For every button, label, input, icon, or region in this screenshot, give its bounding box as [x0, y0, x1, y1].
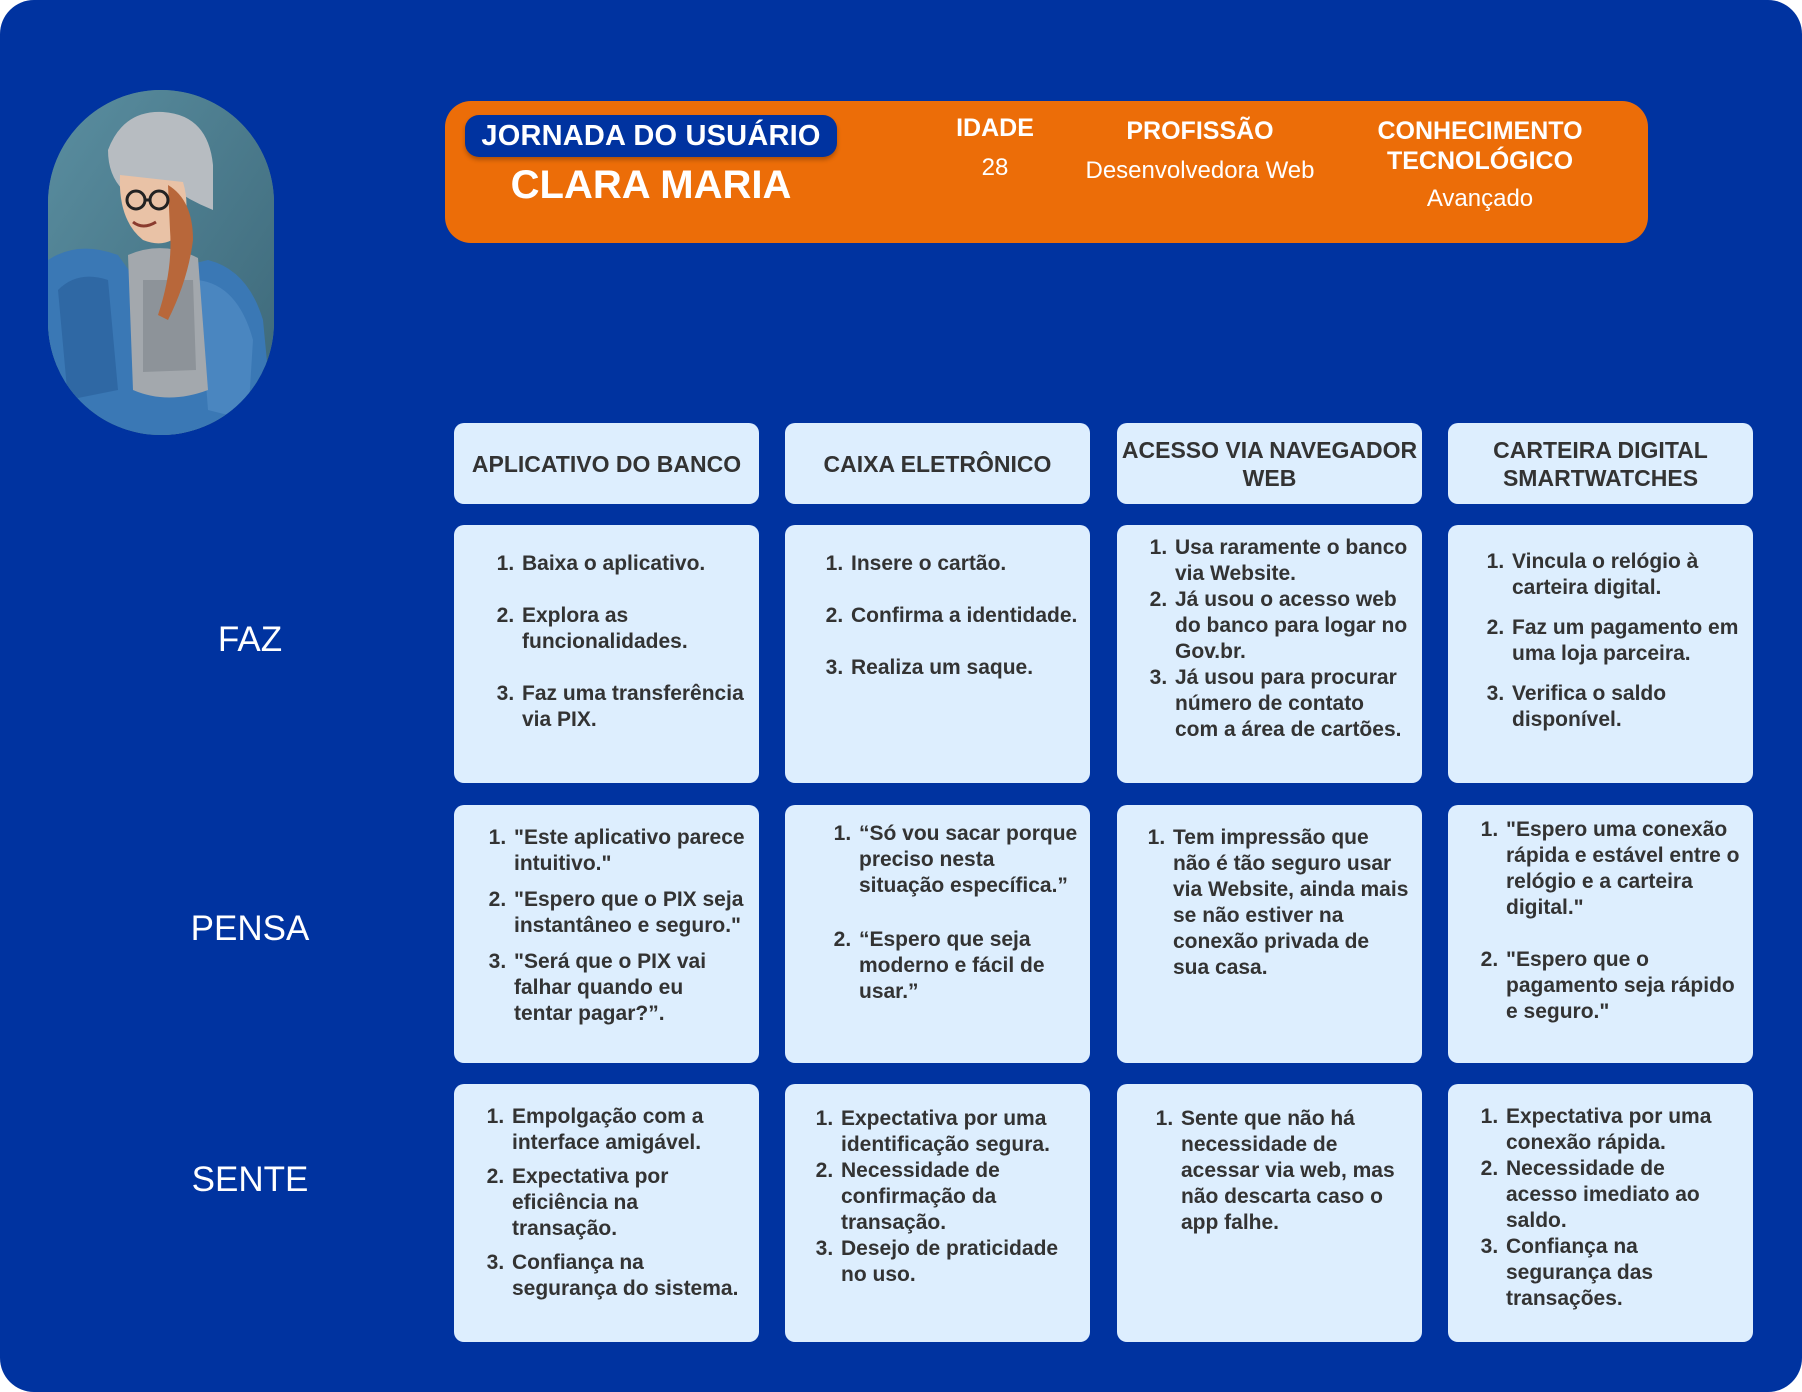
list-item: 2. Já usou o acesso web do banco para logar no Gov.br.	[1173, 587, 1410, 665]
card-faz-smartwatch	[1448, 525, 1753, 783]
list-item: 2. Confirma a identidade.	[849, 603, 1078, 629]
age-label: IDADE	[956, 114, 1034, 142]
list-item: 1. Vincula o relógio à carteira digital.	[1510, 549, 1741, 601]
card-list	[1147, 535, 1410, 743]
card-list	[494, 551, 747, 733]
list-item: 3. Confiança na segurança das transações.	[1504, 1234, 1741, 1312]
persona-name: CLARA MARIA	[510, 163, 792, 207]
card-pensa-navegador	[1117, 805, 1422, 1063]
card-list	[486, 825, 747, 1027]
card-list	[813, 1106, 1078, 1288]
column-header-banco: APLICATIVO DO BANCO	[454, 423, 759, 504]
row-label-faz: FAZ	[217, 620, 283, 659]
persona-header	[445, 101, 1648, 243]
tech-knowledge-field	[1325, 116, 1635, 214]
profession-value: Desenvolvedora Web	[1085, 157, 1315, 184]
tech-knowledge-value: Avançado	[1426, 185, 1534, 212]
journey-title-badge: JORNADA DO USUÁRIO	[465, 115, 837, 157]
profession-field	[1085, 116, 1315, 186]
list-item: 3. Confiança na segurança do sistema.	[510, 1250, 747, 1302]
list-item: 1. Insere o cartão.	[849, 551, 1078, 577]
card-list	[1153, 1106, 1410, 1236]
card-pensa-smartwatch	[1448, 805, 1753, 1063]
list-item: 2. Explora as funcionalidades.	[520, 603, 747, 655]
row-label-pensa: PENSA	[190, 909, 310, 948]
card-sente-banco	[454, 1084, 759, 1342]
list-item: 1. Expectativa por uma identificação segura.	[839, 1106, 1078, 1158]
card-sente-caixa	[785, 1084, 1090, 1342]
profession-label: PROFISSÃO	[1126, 117, 1274, 145]
list-item: 2. Faz um pagamento em uma loja parceira.	[1510, 615, 1741, 667]
column-header-smartwatch: CARTEIRA DIGITAL SMARTWATCHES	[1448, 423, 1753, 504]
list-item: 2. Necessidade de confirmação da transação.	[839, 1158, 1078, 1236]
card-sente-smartwatch	[1448, 1084, 1753, 1342]
list-item: 1. Sente que não há necessidade de acessar via web, mas não descarta caso o app falhe.	[1179, 1106, 1410, 1236]
card-list	[1145, 825, 1410, 981]
list-item: 2. Necessidade de acesso imediato ao saldo.	[1504, 1156, 1741, 1234]
card-list	[1484, 549, 1741, 733]
tech-knowledge-label: CONHECIMENTO TECNOLÓGICO	[1377, 117, 1583, 175]
card-list	[1478, 1104, 1741, 1312]
list-item: 1. “Só vou sacar porque preciso nesta situação específica.”	[857, 821, 1078, 899]
list-item: 2. "Espero que o PIX seja instantâneo e seguro."	[512, 887, 747, 939]
row-label-sente: SENTE	[191, 1160, 309, 1199]
card-pensa-banco	[454, 805, 759, 1063]
card-list	[823, 551, 1078, 681]
list-item: 3. Desejo de praticidade no uso.	[839, 1236, 1078, 1288]
card-list	[484, 1104, 747, 1302]
list-item: 1. Tem impressão que não é tão seguro usar via Website, ainda mais se não estiver na conexão privada de sua casa.	[1171, 825, 1410, 981]
list-item: 3. Verifica o saldo disponível.	[1510, 681, 1741, 733]
age-value: 28	[981, 154, 1009, 181]
persona-photo-icon	[48, 90, 274, 435]
persona-illustration	[48, 90, 274, 435]
card-list	[1478, 817, 1741, 1025]
list-item: 2. Expectativa por eficiência na transação.	[510, 1164, 747, 1242]
list-item: 1. Baixa o aplicativo.	[520, 551, 747, 577]
list-item: 1. Expectativa por uma conexão rápida.	[1504, 1104, 1741, 1156]
list-item: 3. "Será que o PIX vai falhar quando eu tentar pagar?”.	[512, 949, 747, 1027]
list-item: 1. Empolgação com a interface amigável.	[510, 1104, 747, 1156]
card-pensa-caixa	[785, 805, 1090, 1063]
card-sente-navegador	[1117, 1084, 1422, 1342]
list-item: 3. Realiza um saque.	[849, 655, 1078, 681]
card-faz-caixa	[785, 525, 1090, 783]
column-header-caixa: CAIXA ELETRÔNICO	[785, 423, 1090, 504]
age-field	[925, 113, 1065, 183]
card-list	[831, 821, 1078, 1005]
list-item: 2. “Espero que seja moderno e fácil de usar.”	[857, 927, 1078, 1005]
list-item: 3. Faz uma transferência via PIX.	[520, 681, 747, 733]
list-item: 1. "Espero uma conexão rápida e estável entre o relógio e a carteira digital."	[1504, 817, 1741, 921]
list-item: 1. "Este aplicativo parece intuitivo."	[512, 825, 747, 877]
card-faz-banco	[454, 525, 759, 783]
card-faz-navegador	[1117, 525, 1422, 783]
list-item: 1. Usa raramente o banco via Website.	[1173, 535, 1410, 587]
column-header-navegador: ACESSO VIA NAVEGADOR WEB	[1117, 423, 1422, 504]
list-item: 3. Já usou para procurar número de contato com a área de cartões.	[1173, 665, 1410, 743]
list-item: 2. "Espero que o pagamento seja rápido e seguro."	[1504, 947, 1741, 1025]
